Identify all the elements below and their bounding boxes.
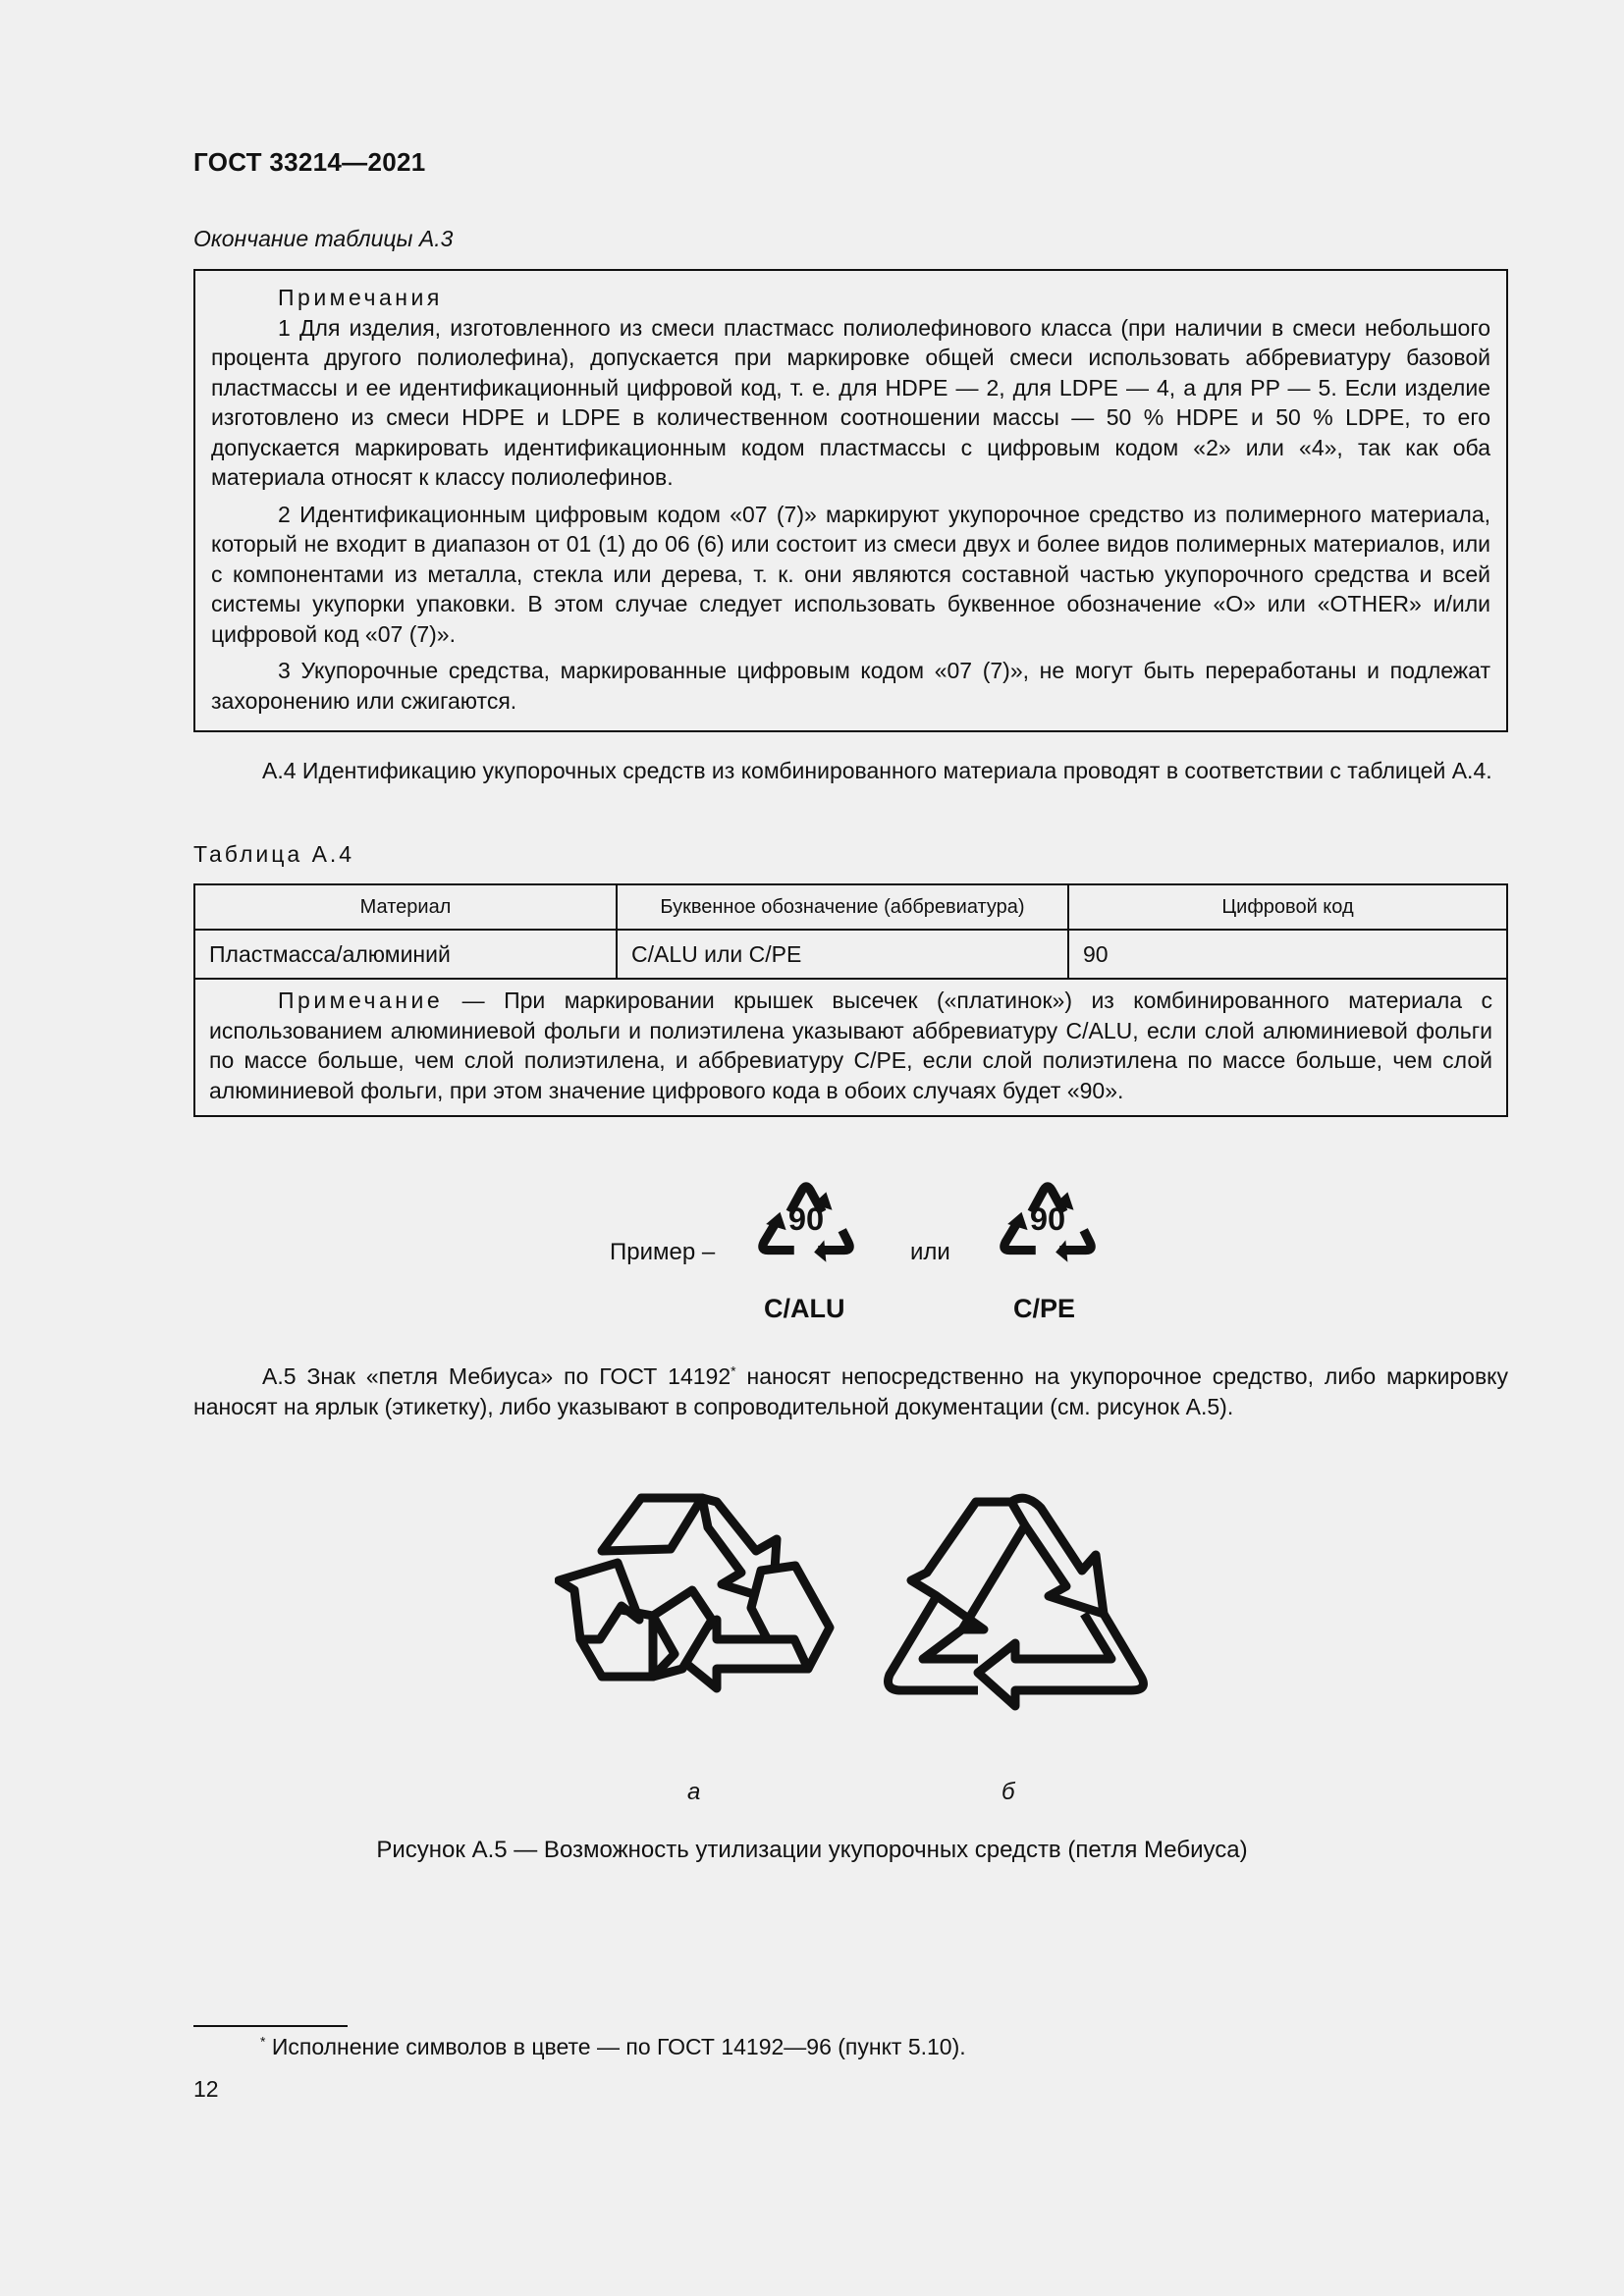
figure-letter-a: а xyxy=(687,1779,701,1805)
note-3: 3 Укупорочные средства, маркированные цифровым кодом «07 (7)», не могут быть переработаны и подлежат захоронению или сжигаются. xyxy=(211,658,1490,714)
column-header-abbreviation: Буквенное обозначение (аббревиатура) xyxy=(617,884,1068,930)
symbol-label-calu: C/ALU xyxy=(764,1294,845,1323)
table-a4-caption: Таблица А.4 xyxy=(193,841,355,867)
paragraph-a5 xyxy=(193,1362,1508,1422)
footnote-marker: * xyxy=(260,2033,266,2050)
note-2: 2 Идентификационным цифровым кодом «07 (7)» маркируют укупорочное средство из полимерного материала, который не входит в диапазон от 01 (1) до 06 (6) или состоит из смеси двух и более видов полимерных материалов, или с компонентами из металла, стекла или дерева, т. к. они являются составной частью укупорочного средства и всей системы укупорки упаковки. В этом случае следует использовать буквенное обозначение «О» или «OTHER» и/или цифровой код «07 (7)». xyxy=(211,501,1490,647)
recycling-code-text: 90 xyxy=(787,1201,825,1238)
footnote-text: Исполнение символов в цвете — по ГОСТ 14192—96 (пункт 5.10). xyxy=(271,2034,966,2059)
table-a3-notes-box xyxy=(193,269,1508,732)
note-1: 1 Для изделия, изготовленного из смеси пластмасс полиолефинового класса (при наличии в смеси небольшого процента другого полиолефина), допускается при маркировке общей смеси использовать аббревиатуру базовой пластмассы и ее идентификационный цифровой код, т. е. для HDPE — 2, для LDPE — 4, а для PP — 5. Если изделие изготовлено из смеси HDPE и LDPE в количественном соотношении массы — 50 % HDPE и 50 % LDPE, то его допускается маркировать идентификационным кодом пластмассы с цифровым кодом «2» или «4», так как оба материала относят к классу полиолефинов. xyxy=(211,314,1490,490)
table-a4-note xyxy=(194,979,1507,1116)
recycling-90-alu-icon xyxy=(756,1174,856,1270)
table-note-row xyxy=(194,979,1507,1116)
figure-caption: Рисунок А.5 — Возможность утилизации укупорочных средств (петля Мебиуса) xyxy=(376,1837,1248,1863)
table-header-row xyxy=(194,884,1507,930)
document-id: ГОСТ 33214—2021 xyxy=(193,147,426,177)
note-label: Примечание xyxy=(278,988,444,1013)
figure-letter-b: б xyxy=(1001,1779,1015,1805)
notes-heading: Примечания xyxy=(278,285,443,310)
recycling-code-text: 90 xyxy=(1029,1201,1066,1238)
footnote-mark: * xyxy=(731,1362,736,1379)
cell-abbreviation: C/ALU или C/PE xyxy=(617,930,1068,979)
para-a5-before: А.5 Знак «петля Мебиуса» по ГОСТ 14192 xyxy=(262,1363,731,1389)
column-header-material: Материал xyxy=(194,884,617,930)
paragraph-a4: А.4 Идентификацию укупорочных средств из комбинированного материала проводят в соответствии с таблицей А.4. xyxy=(262,758,1492,783)
note-text: — При маркировании крышек высечек («платинок») из комбинированного материала с использованием алюминиевой фольги и полиэтилена указывают аббревиатуру C/ALU, если слой алюминиевой фольги по массе больше, чем слой полиэтилена, и аббревиатуру C/PE, если слой полиэтилена по массе больше, чем слой алюминиевой фольги, при этом значение цифрового кода в обоих случаях будет «90». xyxy=(209,988,1492,1103)
table-a4 xyxy=(193,883,1508,1117)
table-a3-continuation-caption: Окончание таблицы А.3 xyxy=(193,226,454,251)
mobius-loop-a-icon xyxy=(555,1482,844,1747)
or-label: или xyxy=(910,1239,950,1265)
mobius-loop-b-icon xyxy=(868,1482,1158,1747)
example-label: Пример – xyxy=(610,1239,716,1265)
page-number: 12 xyxy=(193,2076,219,2102)
footnote xyxy=(260,2034,966,2060)
column-header-code: Цифровой код xyxy=(1068,884,1507,930)
recycling-90-pe-icon xyxy=(998,1174,1098,1270)
symbol-label-cpe: C/PE xyxy=(1013,1294,1076,1323)
cell-code: 90 xyxy=(1068,930,1507,979)
table-row xyxy=(194,930,1507,979)
cell-material: Пластмасса/алюминий xyxy=(194,930,617,979)
para-a5-after: наносят непосредственно на укупорочное средство, либо маркировку наносят на ярлык (этикетку), либо указывают в сопроводительной документации (см. рисунок А.5). xyxy=(193,1363,1508,1419)
footnote-divider xyxy=(193,2025,348,2027)
